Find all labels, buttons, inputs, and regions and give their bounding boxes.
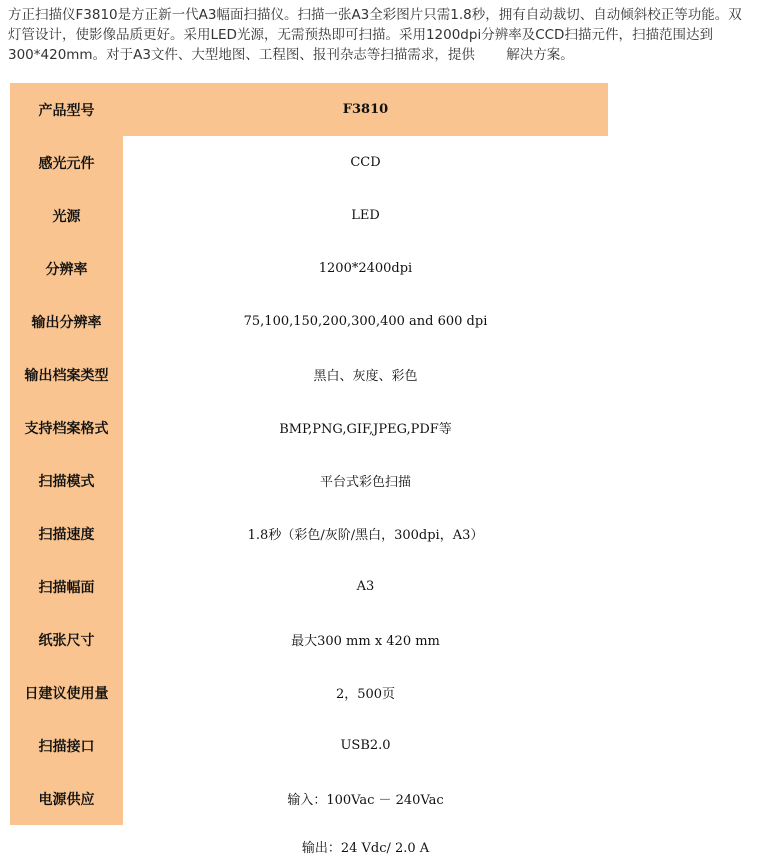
intro-line-3: 300*420mm。对于A3文件、大型地图、工程图、报刊杂志等扫描需求，提供 解决方案。: [8, 47, 574, 63]
row-value: 最大300 mm x 420 mm: [291, 634, 440, 649]
row-label: 日建议使用量: [10, 666, 123, 719]
row-label: 输出分辨率: [10, 295, 123, 348]
spec-table: [10, 83, 608, 825]
row-label: 光源: [10, 189, 123, 242]
table-row: [10, 772, 608, 825]
row-label: 扫描模式: [10, 454, 123, 507]
row-value: 1.8秒（彩色/灰阶/黑白，300dpi，A3）: [247, 528, 484, 543]
row-label: 扫描速度: [10, 507, 123, 560]
table-row: [10, 666, 608, 719]
table-row: [10, 242, 608, 295]
row-value: 平台式彩色扫描: [319, 475, 411, 490]
table-row: [10, 507, 608, 560]
table-row: [10, 136, 608, 189]
row-label: 输出档案类型: [10, 348, 123, 401]
row-label: 分辨率: [10, 242, 123, 295]
header-value: F3810: [123, 83, 608, 136]
row-label: 扫描接口: [10, 719, 123, 772]
row-value: LED: [351, 208, 380, 223]
table-row: [10, 401, 608, 454]
table-row: [10, 613, 608, 666]
row-value: 输入：100Vac － 240Vac: [287, 793, 444, 808]
row-label: 电源供应: [10, 772, 123, 825]
table-row: [10, 560, 608, 613]
intro-line-1: 方正扫描仪F3810是方正新一代A3幅面扫描仪。扫描一张A3全彩图片只需1.8秒，拥有自动裁切、自动倾斜校正等功能。双: [8, 7, 742, 23]
intro-paragraph: [8, 5, 760, 65]
table-row: [10, 454, 608, 507]
row-value: BMP,PNG,GIF,JPEG,PDF等: [279, 422, 452, 437]
table-header-row: [10, 83, 608, 136]
row-value: USB2.0: [340, 738, 391, 753]
row-value: 2，500页: [335, 687, 396, 702]
row-value: CCD: [350, 155, 381, 170]
table-row: [10, 189, 608, 242]
row-label: 扫描幅面: [10, 560, 123, 613]
row-label: 纸张尺寸: [10, 613, 123, 666]
table-row: [10, 295, 608, 348]
table-row: [10, 719, 608, 772]
row-value: A3: [356, 579, 375, 594]
row-label: 感光元件: [10, 136, 123, 189]
row-value: 黑白、灰度、彩色: [313, 369, 418, 384]
power-output-line: 输出：24 Vdc/ 2.0 A: [301, 841, 430, 856]
row-value: 75,100,150,200,300,400 and 600 dpi: [243, 314, 488, 329]
table-row: [10, 348, 608, 401]
row-label: 支持档案格式: [10, 401, 123, 454]
intro-line-2: 灯管设计，使影像品质更好。采用LED光源，无需预热即可扫描。采用1200dpi分辨率及CCD扫描元件，扫描范围达到: [8, 27, 713, 43]
row-value: 1200*2400dpi: [318, 261, 413, 276]
header-label: 产品型号: [10, 83, 123, 136]
